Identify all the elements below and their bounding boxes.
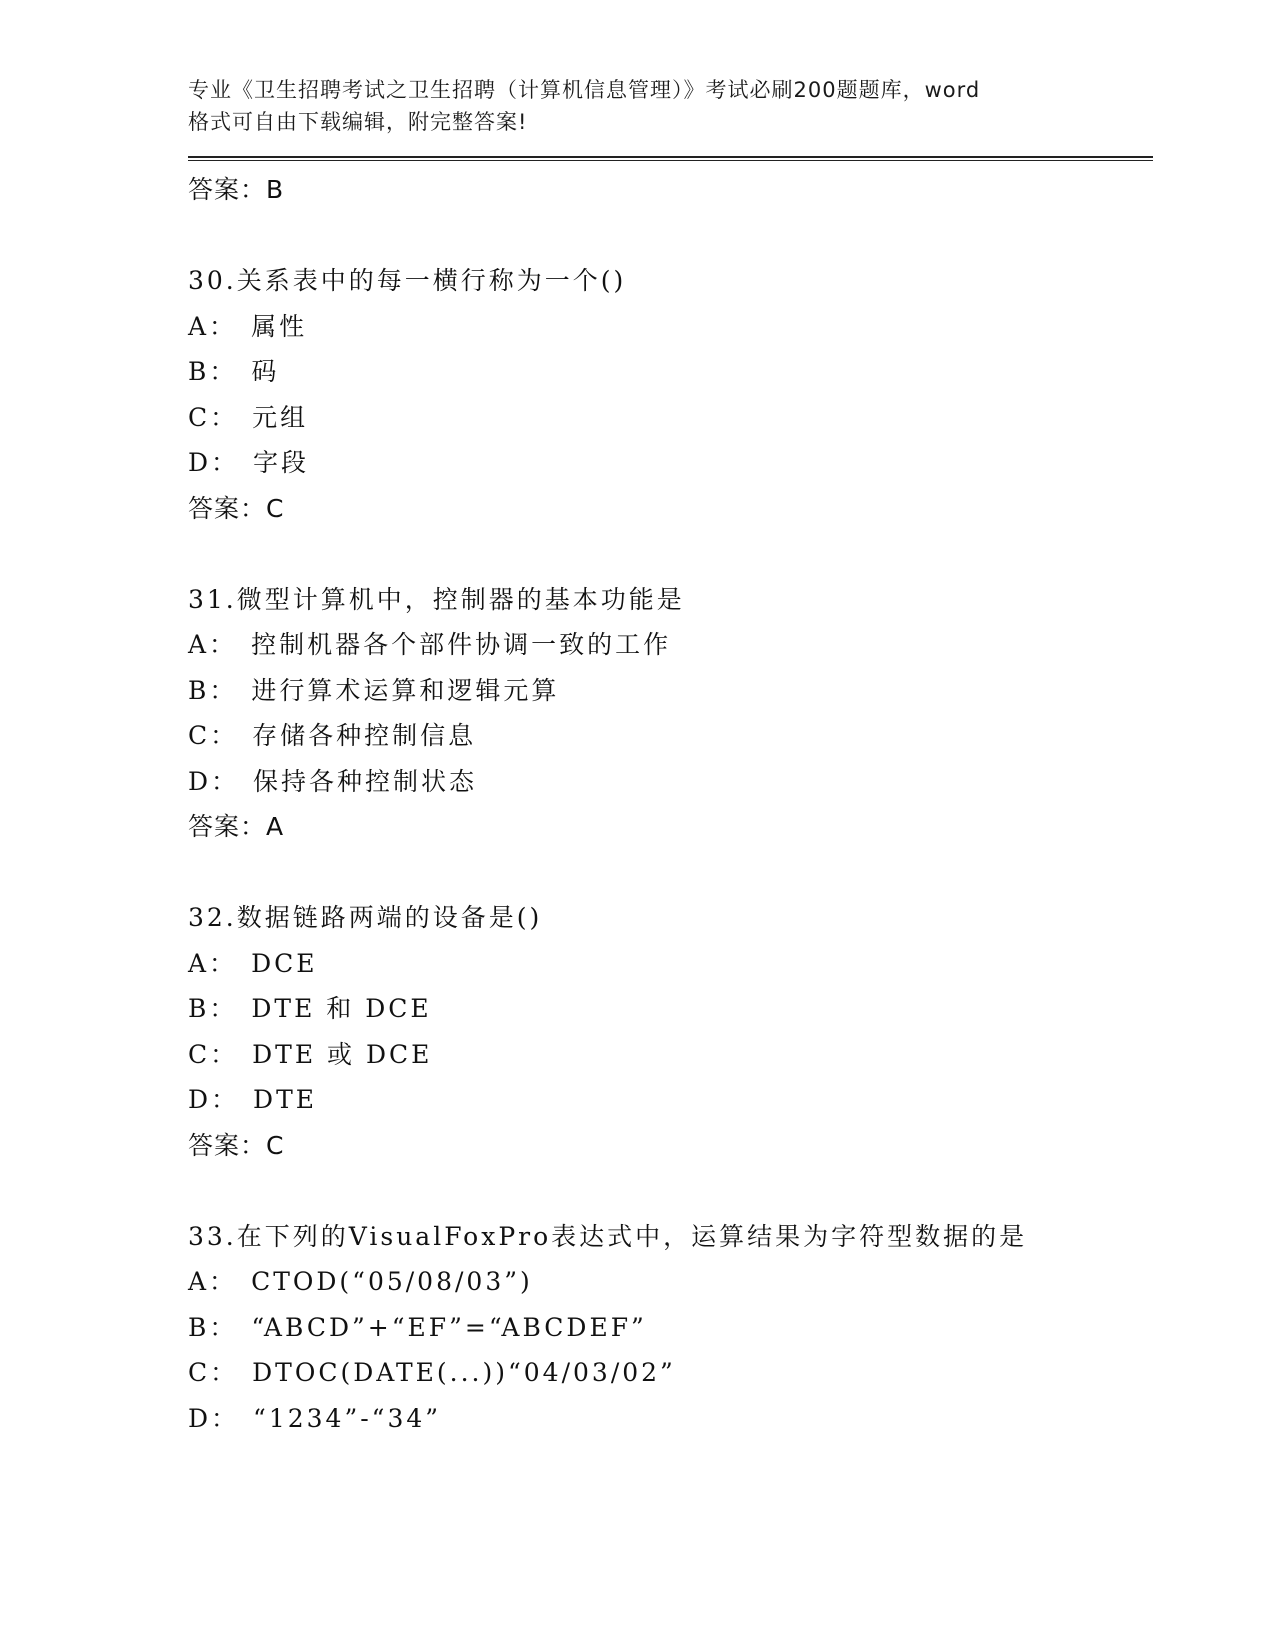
option-text: 控制机器各个部件协调一致的工作 <box>251 630 672 659</box>
option-label: C： <box>188 1358 239 1387</box>
option-label: D： <box>188 1403 240 1433</box>
header-divider <box>188 156 1153 161</box>
option-b <box>188 668 1153 714</box>
answer-line: 答案：A <box>188 812 285 841</box>
header-line-1: 专业《卫生招聘考试之卫生招聘（计算机信息管理）》考试必刷200题题库，word <box>188 78 981 102</box>
option-label: C： <box>188 721 239 750</box>
answer-line: 答案：C <box>188 493 285 523</box>
question-stem: 31.微型计算机中，控制器的基本功能是 <box>188 584 685 614</box>
option-a <box>188 304 1153 350</box>
option-label: B： <box>188 1312 238 1342</box>
option-label: C： <box>188 402 239 432</box>
answer-line: 答案：B <box>188 175 285 204</box>
option-c <box>188 395 1153 441</box>
option-a <box>188 1259 1153 1305</box>
option-text: 属性 <box>251 311 308 341</box>
header-line-2: 格式可自由下载编辑，附完整答案! <box>188 110 528 134</box>
option-c <box>188 1350 1153 1396</box>
option-text: DTE <box>253 1085 318 1114</box>
option-label: D： <box>188 766 240 796</box>
option-d <box>188 759 1153 805</box>
option-text: CTOD(“05/08/03”) <box>251 1267 533 1296</box>
option-text: “ABCD”+“EF”=“ABCDEF” <box>251 1312 647 1342</box>
option-c <box>188 1032 1153 1078</box>
option-label: D： <box>188 1085 240 1114</box>
option-label: C： <box>188 1039 239 1069</box>
question-block <box>188 1214 1153 1442</box>
option-label: A： <box>188 948 238 978</box>
option-text: 保持各种控制状态 <box>253 766 478 796</box>
option-b <box>188 986 1153 1032</box>
option-text: DTE 或 DCE <box>252 1039 433 1069</box>
option-label: B： <box>188 357 238 386</box>
option-text: 元组 <box>252 402 309 432</box>
option-text: DTOC(DATE(...))“04/03/02” <box>252 1358 676 1387</box>
option-label: A： <box>188 1267 238 1296</box>
option-text: 进行算术运算和逻辑元算 <box>251 675 560 705</box>
option-label: D： <box>188 448 240 477</box>
question-stem: 30.关系表中的每一横行称为一个() <box>188 266 627 295</box>
option-label: B： <box>188 675 238 705</box>
question-block <box>188 258 1153 532</box>
document-header <box>188 74 1088 138</box>
option-text: DCE <box>251 948 318 978</box>
question-block <box>188 895 1153 1169</box>
option-d <box>188 1077 1153 1123</box>
option-a <box>188 622 1153 668</box>
question-stem: 32.数据链路两端的设备是() <box>188 903 543 932</box>
answer-line: 答案：C <box>188 1130 285 1160</box>
option-b <box>188 1305 1153 1351</box>
option-label: A： <box>188 630 238 659</box>
option-b <box>188 349 1153 395</box>
option-text: “1234”-“34” <box>253 1403 442 1433</box>
option-label: B： <box>188 994 238 1023</box>
option-text: 字段 <box>253 448 310 477</box>
option-c <box>188 713 1153 759</box>
question-stem: 33.在下列的VisualFoxPro表达式中，运算结果为字符型数据的是 <box>188 1221 1028 1251</box>
option-text: 码 <box>251 357 280 386</box>
option-d <box>188 440 1153 486</box>
option-text: DTE 和 DCE <box>251 994 432 1023</box>
option-a <box>188 941 1153 987</box>
option-d <box>188 1396 1153 1442</box>
document-page <box>188 74 1153 1441</box>
question-block <box>188 577 1153 851</box>
option-label: A： <box>188 311 238 341</box>
option-text: 存储各种控制信息 <box>252 721 477 750</box>
